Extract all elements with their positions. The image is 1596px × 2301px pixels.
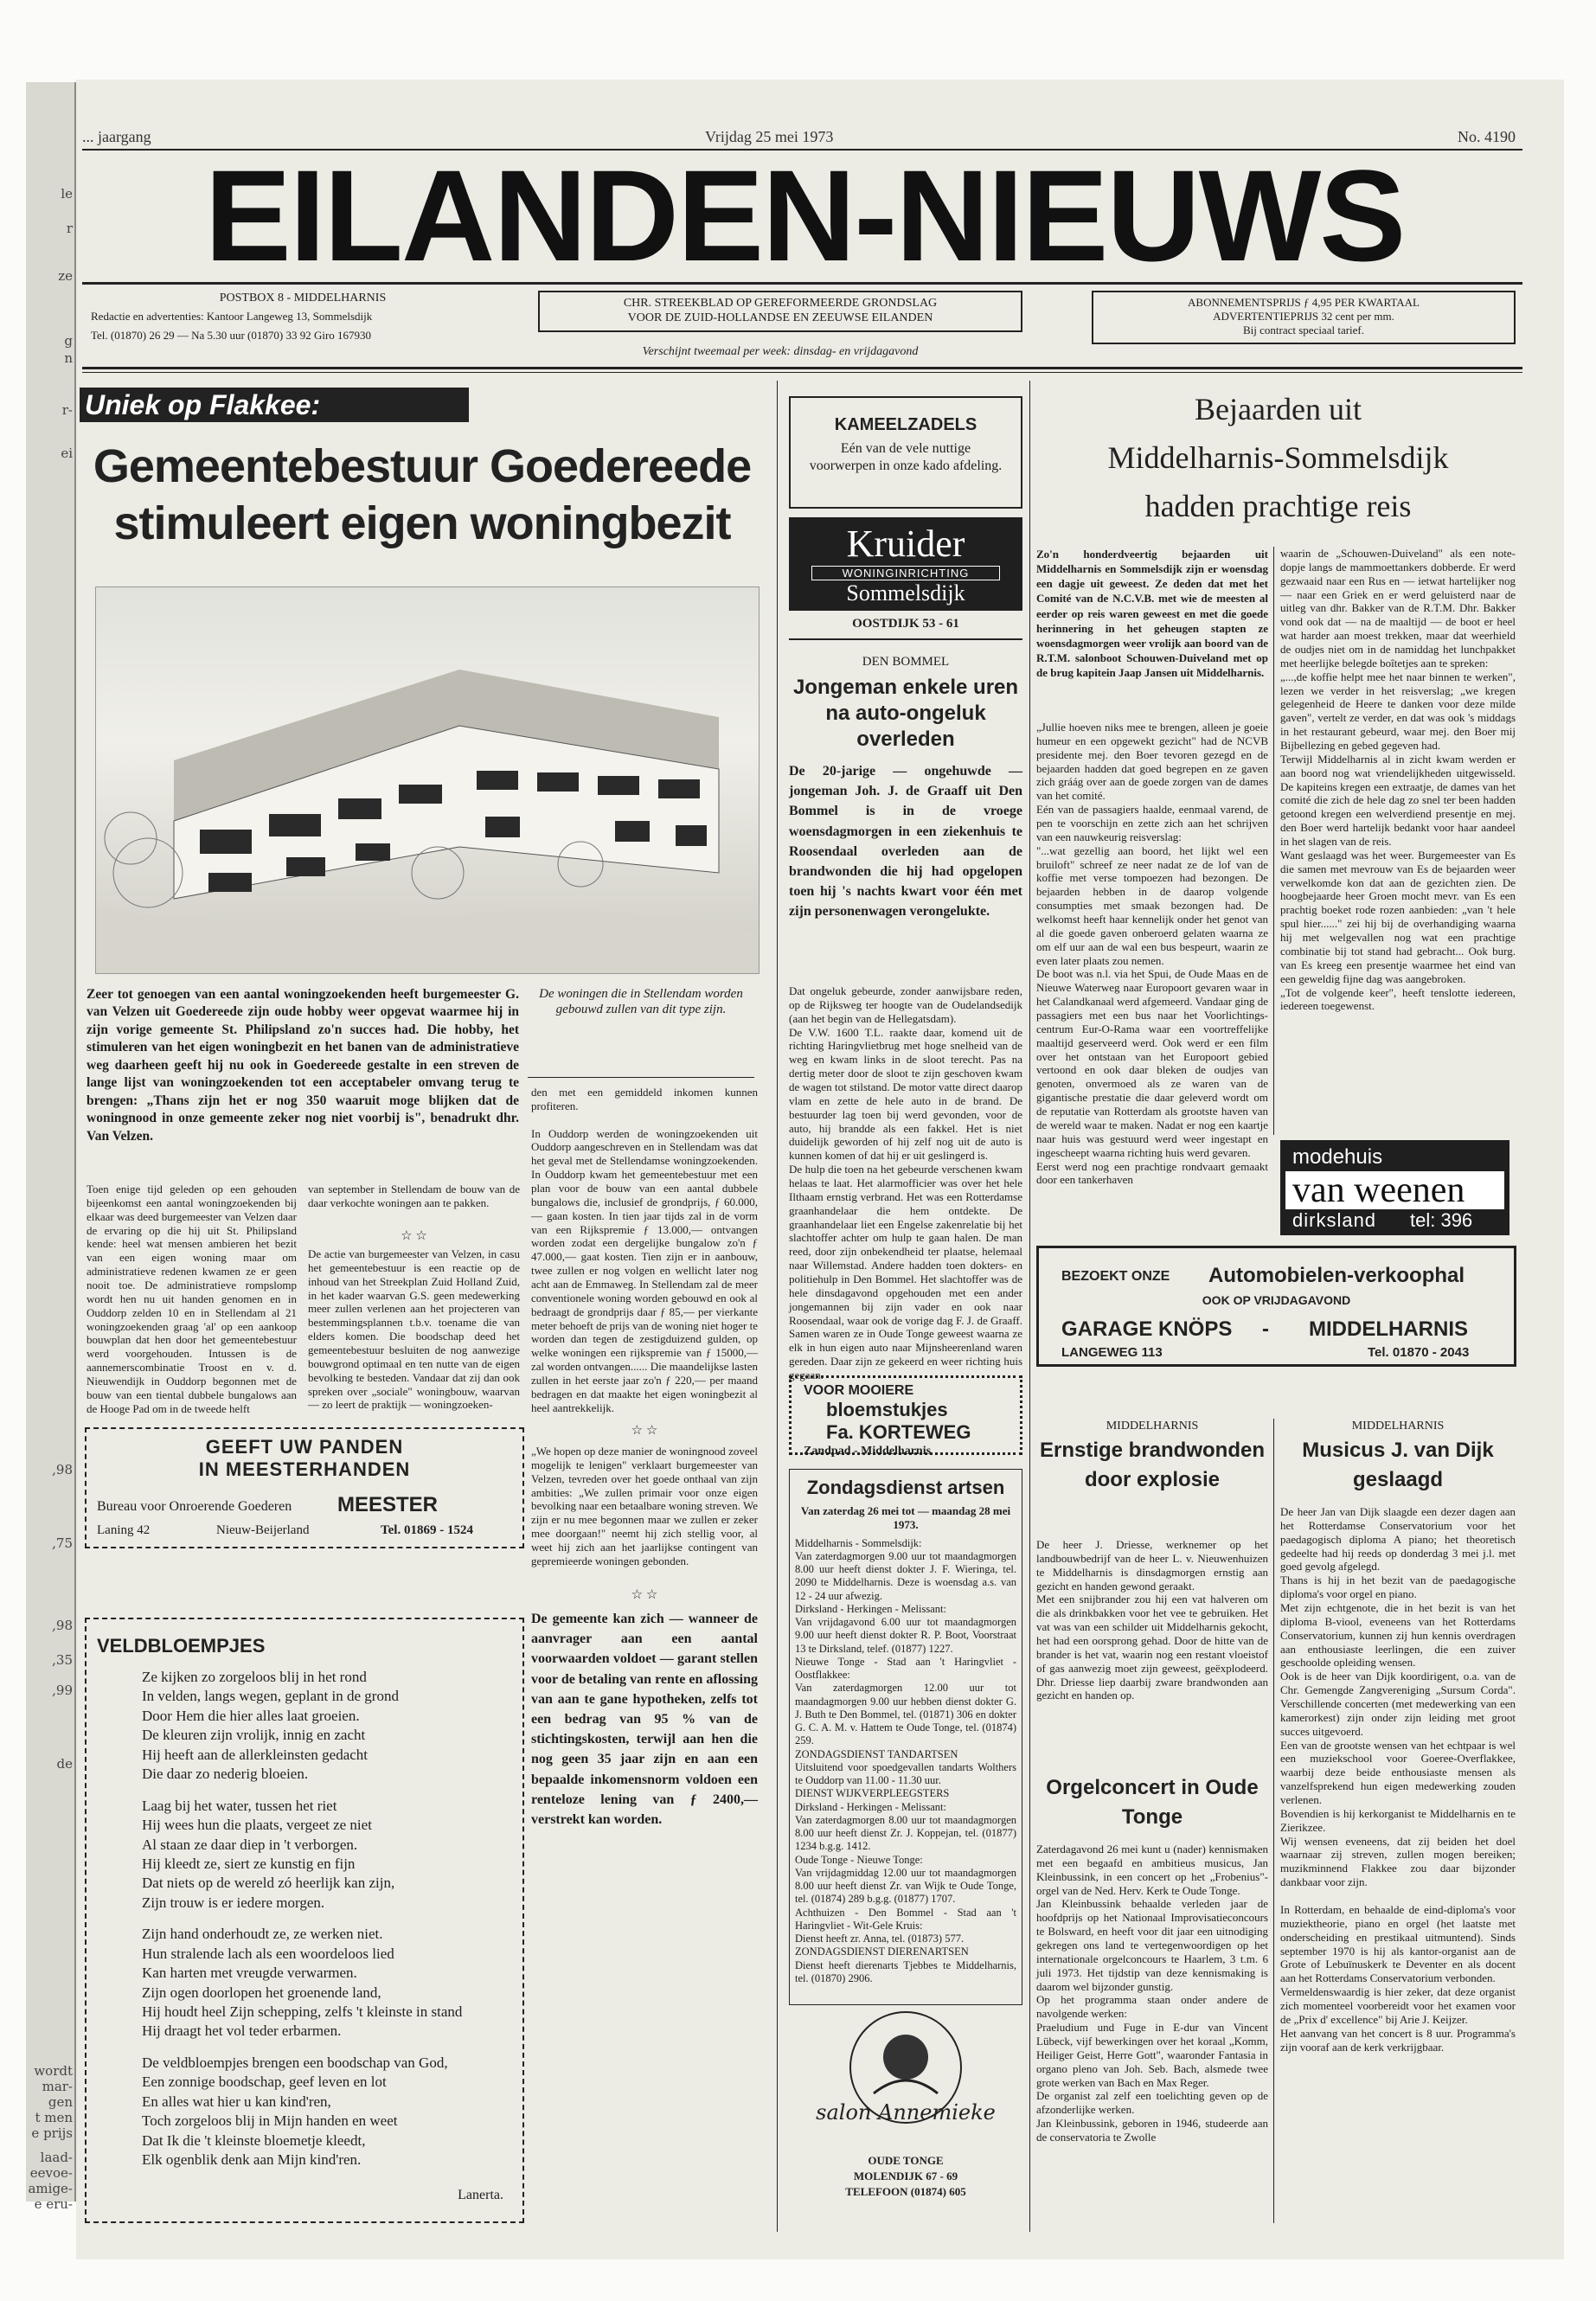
poem-line: Hij heeft aan de allerkleinsten gedacht: [142, 1746, 369, 1763]
rule: [528, 1077, 754, 1078]
contract-note: Bij contract speciaal tarief.: [1242, 323, 1365, 336]
church-title: Zondagsdienst artsen: [806, 1477, 1005, 1498]
edge-fragment: mar-: [42, 2079, 73, 2094]
korteweg-brand: Fa. KORTEWEG: [826, 1421, 971, 1443]
church-box: [789, 1469, 1022, 2005]
rule: [789, 638, 1022, 640]
poem-line: De kleuren zijn vrolijk, innig en zacht: [142, 1727, 366, 1744]
brand-body: De heer J. Driesse, werknemer op het landbouwbedrijf van de heer L. v. Nieuwenhuizen te Middelharnis is dinsdagmorgen ernstig aan gezicht en handen gewond geraakt. Met een snijbrander zou hij een vat halveren om die als drinkbakken voor het vee te gebruiken. Het vat was van een schilder uit Middelharnis gekocht, het had een oorsprong gehad. Door de hitte van de brander is het vat, waarin nog een restant vloeistof of gas aanwezig moet zijn geweest, geëxplodeerd. Dhr. Driesse liep daarbij zware brandwonden aan gezicht en handen op.: [1036, 1538, 1268, 1702]
orgel-headline: Orgelconcert in Oude Tonge: [1046, 1776, 1259, 1829]
annemieke-telephone: TELEFOON (01874) 605: [845, 2185, 966, 2198]
subscription-box: [1092, 291, 1516, 344]
kruider-address: OOSTDIJK 53 - 61: [852, 617, 959, 631]
kruider-subtitle: WONINGINRICHTING: [811, 566, 1000, 580]
meester-line-2: IN MEESTERHANDEN: [198, 1458, 411, 1480]
edge-fragment: wordt: [34, 2063, 73, 2079]
poem-line: Hij houdt heel Zijn schepping, zelfs 't kleinste in stand: [142, 2003, 463, 2020]
bejaarden-headline-1: Bejaarden uit: [1195, 392, 1362, 426]
column-rule: [1273, 1419, 1274, 2223]
edge-fragment: ,98: [52, 1618, 73, 1633]
edge-fragment: ,75: [52, 1535, 73, 1551]
stanza-gap: [142, 1785, 522, 1797]
meester-telephone: Tel. 01869 - 1524: [381, 1523, 473, 1537]
knops-garage: GARAGE KNÖPS: [1061, 1317, 1233, 1341]
korteweg-address: Zandpad - Middelharnis: [804, 1445, 932, 1458]
lead-column-3: den met een gemiddeld inkomen kunnen profiteren. In Ouddorp werden de woningzoekenden uit Ouddorp aangeschreven en in Stellendam was dat het geval met de Stellendamse woningzoekenden. In Ouddorp kwam het gemeentebestuur met een plan voor de bouw van een aantal dubbele bungalows die, inclusief de grondprijs, ƒ 60.000,— gaan kosten. In tien jaar tijds zal in de vorm van een Rijkspremie ƒ 13.000,— ontvangen worden zodat een dergelijke bungalow zo'n ƒ 47.000,— gaat kosten. Tien zijn er in aanbouw, twee zullen er nog volgen en wellicht later nog acht aan de Emmaweg. In Stellendam zal de meer conventionele woning worden gebouwd en ook al bedraagt de grondprijs daar ƒ 85,— per vierkante meter behoeft de prijs van de woning niet hoger te worden dan tegen de zestigduizend gulden, op welke woningen een rijkspremie van ƒ 15000,— zal worden ontvangen...... Die maandelijkse lasten zullen in het eerste jaar zo'n ƒ 220,— per maand bedragen en dat maakte het eigen woningbezit al heel aantrekkelijk.: [531, 1086, 758, 1414]
edge-fragment: le: [61, 186, 73, 202]
weekly-line-2: VOOR DE ZUID-HOLLANDSE EN ZEEUWSE EILANDEN: [627, 311, 933, 325]
poem-line: Zijn trouw is er iedere morgen.: [142, 1894, 325, 1911]
separator-stars: ☆ ☆: [401, 1229, 427, 1243]
bejaarden-body-1: „Jullie hoeven niks mee te brengen, alleen je goeie humeur en een opgewekt gezicht" had de NCVB presidente mej. den Boer tevoren gezegd en de bejaarden hadden dat goed begrepen en ze gaven zich gráág over aan de goede zorgen van de dames van het comité. Eén van de passagiers haalde, eenmaal varend, de pen te voorschijn en zette zich aan het schrijven van een nauwkeurig reisverslag: "...wat gezellig aan boord, het lijkt wel een bruiloft" schreef ze neer nadat ze de lof van de koffie met verse tompoezen had bezongen. De bejaarden hebben in de daarop volgende consumpties met smaak bezongen had. De welkomst heeft haar kennelijk onder het genot van al die goede gaven onberoerd gelaten waarna ze om elf uur aan de wal een bus bespeurt, waarin ze even later plaats zou nemen. De boot was n.l. via het Spui, de Oude Maas en de Nieuwe Waterweg naar Europoort gevaren waar in het Calandkanaal werd afgemeerd. Vandaar ging de passagiers met een bus naar het Voorlichtings-centrum Eur-O-Rama waar een voortreffelijke maaltijd geserveerd werd. Ook werd er een film over het ontstaan van het Europoort gebied vertoond en ook daar bleken de oudjes van genoten, onvermoed als ze waren van de gigantische prestatie die daar geleverd wordt om de reputatie van Rotterdam als grootste haven van de wereld waar te maken. Nadat er nog een kaartje naar huis was gestuurd werd weer ingestapt en ingescheept waarna richting huis werd gevaren. Eerst werd nog een prachtige rondvaart gemaakt door een tankerhaven: [1036, 721, 1268, 1187]
garage-knops-ad: [1036, 1246, 1516, 1367]
edge-fragment: eevoe-: [29, 2165, 73, 2181]
poem-line: Kan harten met vreugde verwarmen.: [142, 1965, 357, 1982]
rule: [82, 149, 1522, 151]
poem-line: Laag bij het water, tussen het riet: [142, 1797, 337, 1814]
knops-town: MIDDELHARNIS: [1309, 1317, 1468, 1341]
column-rule: [777, 381, 778, 2232]
edge-fragment: r-: [61, 402, 73, 418]
subscription-price: ABONNEMENTSPRIJS ƒ 4,95 PER KWARTAAL: [1188, 296, 1420, 309]
kameelzadels-text: Eén van de vele nuttige voorwerpen in onze kado afdeling.: [809, 441, 1003, 473]
edge-fragment: ,99: [52, 1682, 73, 1698]
issue-number: No. 4190: [1458, 128, 1516, 145]
edge-fragment: ze: [58, 268, 73, 284]
poem-line: Zijn hand onderhoudt ze, ze werken niet.: [142, 1926, 383, 1943]
bejaarden-body-2: waarin de „Schouwen-Duiveland" als een note-dopje langs de mammoettankers dobberde. Er werd gezwaaid naar een Rus en — ietwat hartelijker nog — naar een Griek en er werd geluisterd naar de uitleg van dhr. Bakker van de R.T.M. Dhr. Bakker vond ook dat — na de maaltijd — de boot er heel wat harder aan moest trekken, maar dat weerhield de oudjes niet om in de namiddag het lunchpakket met heerlijke belegde boîtetjes aan te spreken: „...,de koffie helpt mee het naar binnen te werken", lezen we verder in het reisverslag; „we kregen gelegenheid de Heere te danken voor deze milde gaven", vertelt ze verder, en dat was ook 's middags in het restaurant gebeurd, waar mej. den Boer mij Bijbellezing en gebed gegeven had. Terwijl Middelharnis al in zicht kwam werden er aan boord nog wat vriendelijkheden uitgewisseld. De kapiteins kregen een extraatje, de dames van het comité die zich de hele dag zo snel ter been hadden getoond kregen een welverdiend presentje en mej. den Boer werd hartelijk bedankt voor haar aandeel in het slagen van de reis. Want geslaagd was het weer. Burgemeester van Es die samen met mevrouw van Es de bejaarden weer verwelkomde kon dat aan de gezichten zien. De hoogbejaarde heer Groen mocht mevr. van Es een prachtig boeket rode rozen aanbieden: „van 't hele spul hier......" zei hij bij de overhandiging waarna hij met welgevallen nog wat een prachtige combinatie bij tot stand had gebracht... Ook burg. van Es kreeg een presentje waarmee het eind van een geweldig fijne dag was aangebroken. „Tot de volgende keer", heeft tenslotte iedereen, iedereen toegewenst.: [1280, 547, 1516, 1013]
lead-headline-1: Gemeentebestuur Goedereede: [93, 440, 752, 492]
column-rule: [1273, 547, 1274, 1135]
edge-fragment: ei: [61, 445, 73, 461]
edge-fragment: g: [64, 333, 73, 349]
separator-stars: ☆ ☆: [631, 1588, 658, 1602]
vandijk-kicker: MIDDELHARNIS: [1351, 1420, 1445, 1433]
kruider-town: Sommelsdijk: [846, 580, 965, 606]
korteweg-line-1: VOOR MOOIERE: [804, 1383, 914, 1398]
stanza-gap: [142, 2041, 522, 2054]
poem-line: In velden, langs wegen, geplant in de grond: [142, 1688, 399, 1705]
poem-line: Dat niets op de wereld zó heerlijk kan zijn,: [142, 1875, 395, 1892]
poem-line: Dat Ik die 't kleinste bloemetje kleedt,: [142, 2131, 366, 2149]
row-houses-illustration: [96, 587, 760, 974]
bommel-headline: Jongeman enkele uren na auto-ongeluk overleden: [792, 676, 1019, 751]
edge-fragment: ,35: [52, 1652, 73, 1668]
church-dates: Van zaterdag 26 mei tot — maandag 28 mei 1973.: [800, 1504, 1011, 1531]
kameelzadels-title: KAMEELZADELS: [834, 415, 977, 434]
poem-line: Die daar zo nederig bloeien.: [142, 1766, 309, 1783]
knops-dash: -: [1262, 1317, 1269, 1341]
postbox: POSTBOX 8 - MIDDELHARNIS: [219, 292, 387, 304]
edge-fragment: r: [66, 221, 73, 236]
poem-author: Lanerta.: [458, 2188, 503, 2203]
brand-headline: Ernstige brandwonden door explosie: [1039, 1439, 1265, 1491]
edge-fragment: e eru-: [34, 2196, 73, 2212]
kicker-bar: [80, 388, 469, 422]
poem-line: Elk ogenblik denk aan Mijn kind'ren.: [142, 2151, 362, 2169]
kameelzadels-ad: [789, 396, 1022, 509]
publication-schedule: Verschijnt tweemaal per week: dinsdag- en vrijdagavond: [642, 345, 919, 358]
poem-line: En alles wat hier u kan kind'ren,: [142, 2093, 331, 2110]
lead-column-3c: De gemeente kan zich — wanneer de aanvrager aan een aantal voorwaarden voldoet — garant stellen voor de betaling van rente en aflossing van aan te gane hypotheken, zelfs tot een bedrag van 95 % van de stichtingskosten, terwijl aan hen die nog geen 35 jaar zijn en aan een bepaalde inkomensnorm voldoen een renteloze lening van ƒ 2400,— verstrekt kan worden.: [531, 1612, 758, 1827]
bejaarden-intro: Zo'n honderdveertig bejaarden uit Middelharnis en Sommelsdijk zijn er woensdag een dagje uit geweest. Ze deden dat met het Comité van de N.C.V.B. met wie de meesten al eerder op reis waren geweest en met die goede herinnering in het geheugen stapten ze woensdagmorgen weer vrolijk aan boord van de R.T.M. salonboot Schouwen-Duiveland met op de brug kapitein Jaap Jansen uit Middelharnis.: [1036, 548, 1268, 680]
bommel-body: Dat ongeluk gebeurde, zonder aanwijsbare reden, op de Rijksweg ter hoogte van de Oudelandsedijk (aan het begin van de Hellegatsdam). De V.W. 1600 T.L. raakte daar, komend uit de richting Haringvlietbrug met hoge snelheid van de weg en kwam links in de sloot terecht. Pas na dertig meter door de sloot te zijn geschoven kwam de wagen tot stilstand. De motor vatte direct daarop vlam en zette de hele auto in de brand. De bestuurder lag toen bij werd gevonden, voor de auto, hij brandde als een fakkel. Het is niet duidelijk geworden of hij zelf nog uit de auto is kunnen komen of dat hij er uit geslingerd is. De hulp die toen na het gebeurde verschenen kwam helaas te laat. Het alarmofficier was over het hele Ilthaam ernstig verbrand. Het was een Rotterdamse graanhandelaar die hem ontdekte. De graanhandelaar liet een Engelse zakenrelatie bij het slachtoffer achter om hulp te gaan halen. De man reed, door zijn onbekendheid ter plaatse, helemaal naar Willemstad. Andere hadden toen dokters- en politiehulp in Den Bommel. Het slachtoffer was de hele dinsdagavond opgehouden met een ander jongemannen bij zijn vader en ook naar Roosendaal, waar ook de vorige dag F. J. de Graaff. Samen waren ze in Oude Tonge geweest waarna ze elk in hun eigen auto naar Mijnsheerenland waren gereden. Daar zijn ze gekeerd en weer richting huis gegaan.: [789, 984, 1022, 1382]
edge-fragment: n: [64, 350, 73, 366]
van-weenen-town: dirksland: [1292, 1209, 1377, 1231]
knops-subtitle: OOK OP VRIJDAGAVOND: [1202, 1293, 1351, 1307]
korteweg-line-2: bloemstukjes: [826, 1399, 948, 1420]
redactie-address: Redactie en advertenties: Kantoor Langeweg 13, Sommelsdijk: [91, 310, 373, 323]
orgel-body: Zaterdagavond 26 mei kunt u (nader) kennismaken met een begaafd en ambitieus musicus, Jan Kleinbussink, in een concert op het „Frobenius"-orgel van de Ned. Herv. Kerk te Oude Tonge. Jan Kleinbussink behaalde verleden jaar de hoofdprijs op het Nationaal Improvisatieconcours te Bolsward, en heeft voor dit jaar een uitnodiging gekregen ons land te vertegenwoordigen op het internationale orgelconcours te Haarlem, 3 t.m. 6 juli 1973. Het tijdstip van deze kennismaking is daarom wel bijzonder gunstig. Op het programma staan onder andere de navolgende werken: Praeludium und Fuge in E-dur van Vincent Lübeck, vijf bewerkingen over het koraal „Komm, Heiliger Geist, Herre Gott", waaronder Fantasia in organo pleno van Joh. Seb. Bach, alsmede twee grote werken van Bach en Max Reger. De organist zal zelf een toelichting geven op de afzonderlijke werken. Jan Kleinbussink, geboren in 1946, studeerde aan de conservatoria te Zwolle: [1036, 1843, 1268, 2144]
annemieke-emblem-icon: [804, 2007, 1007, 2145]
lead-column-1: Toen enige tijd geleden op een gehouden bijeenkomst een aantal woningzoekenden bij elkaar was deed burgemeester van Velzen daar de ervaring op die hij uit St. Philipsland kende: heel wat mensen ambieren het bezit van een eigen woning maar om administratieve redenen kwamen ze er geen nooit toe. De administratieve rompslomp wordt hen nu uit handen genomen en in Ouddorp zelden 10 en in Stellendam al 21 woningzoekenden graag 'al' op een aankoop bouwplan dat hen door het gemeentebestuur werd voorgehouden. Intussen is de aannemerscombinatie Troost en v. d. Nieuwendijk in Ouddorp begonnen met de bouw van een tiental dubbele bungalows aan de Hooge Pad om in de tweede helft: [87, 1183, 297, 1415]
vandijk-headline: Musicus J. van Dijk geslaagd: [1302, 1439, 1494, 1491]
annemieke-wordmark: salon Annemieke: [816, 2100, 996, 2125]
edge-fragment: ,98: [52, 1462, 73, 1477]
vandijk-body: De heer Jan van Dijk slaagde een dezer dagen aan het Rotterdamse Conservatorium voor het paedagogisch diploma A piano; het theoretisch gedeelte had hij reeds op donderdag 3 mei j.l. met goed gevolg afgelegd. Thans is hij in het bezit van de paedagogische diploma's voor orgel en piano. Met zijn echtgenote, die in het bezit is van het diploma B-viool, eveneens van het Rotterdams Conservatorium, kunnen zij hun kennis overdragen aan enthousiaste leerlingen, die een zuiver geschoolde opleiding wensen. Ook is de heer van Dijk koordirigent, o.a. van de Chr. Gemengde Zangvereniging „Sursum Corda". Verschillende concerten (met medewerking van een kamerorkest) zijn onder zijn leiding met groot succes uitgevoerd. Een van de grootste wensen van het echtpaar is wel een muziekschool voor Goeree-Overflakkee, waarbij deze beide enthousiaste mensen als vanzelfsprekend hun eigen medewerking zouden verlenen. Bovendien is hij kerkorganist te Middelharnis en te Zierikzee. Wij wensen eveneens, dat zij beiden het doel waarnaar zij streven, zullen mogen bereiken; muzikminnend Flakkee zou daar bijzonder dankbaar voor zijn. In Rotterdam, en behaalde de eind-diploma's voor muziektheorie, piano en orgel (het laatste met onderscheiding en prestikaal uitmuntend). Sinds september 1970 is hij als kantor-organist aan de Grote of Lebuïnuskerk te Deventer en als docent aan het Rotterdams Conservatorium verbonden. Vermeldenswaardig is hier zeker, dat deze organist zich momenteel voorbereidt voor het examen voor de „Prix d' excellence" bij Arie J. Keijzer. Het aanvang van het concert is 8 uur. Programma's zijn vooraf aan de kerk verkrijgbaar.: [1280, 1505, 1516, 2054]
meester-ad: [85, 1427, 524, 1548]
edge-fragment: de: [56, 1756, 73, 1772]
bommel-intro: De 20-jarige — ongehuwde — jongeman Joh. J. de Graaff uit Den Bommel is in de vroege woensdagmorgen in een ziekenhuis te Roosendaal overleden aan de brandwonden die hij had opgelopen toen hij 's nachts kwart voor één met zijn personenwagen verongelukte.: [789, 764, 1022, 920]
poem-line: Zijn ogen doorlopen het groenende land,: [142, 1984, 381, 2001]
van-weenen-ad: [1280, 1140, 1509, 1235]
annemieke-address: MOLENDIJK 67 - 69: [853, 2170, 958, 2182]
knops-title: Automobielen-verkoophal: [1208, 1264, 1465, 1287]
church-body: Middelharnis - Sommelsdijk: Van zaterdagmorgen 9.00 uur tot maandagmorgen 8.00 uur heeft dienst dokter J. F. Wieringa, tel. 2090 te Middelharnis. Deze is woensdag a.s. van 12 - 24 uur afwezig. Dirksland - Herkingen - Melissant: Van vrijdagavond 6.00 uur tot maandagmorgen 9.00 uur heeft dienst dokter R. P. Boot, Voorstraat 13 te Dirksland, telef. (01877) 1227. Nieuwe Tonge - Stad aan 't Haringvliet - Oostflakkee: Van zaterdagmorgen 12.00 uur tot maandagmorgen 9.00 uur hebben dienst dokter G. J. Buth te Den Bommel, tel. (01871) 306 en dokter G. C. A. M. v. Hattem te Oude Tonge, tel. (01874) 259. ZONDAGSDIENST TANDARTSEN Uitsluitend voor spoedgevallen tandarts Wolthers te Ouddorp van 11.00 - 11.30 uur. DIENST WIJKVERPLEEGSTERS Dirksland - Herkingen - Melissant: Van zaterdagmorgen 8.00 uur tot maandagmorgen 8.00 uur heeft dienst Zr. J. Koppejan, tel. (01877) 1234 b.g.g. 1412. Oude Tonge - Nieuwe Tonge: Van vrijdagmiddag 12.00 uur tot maandagmorgen 8.00 uur heeft dienst Zr. van Wijk te Oude Tonge, tel. (01874) 289 b.g.g. (01877) 1707. Achthuizen - Den Bommel - Stad aan 't Haringvliet - Wit-Gele Kruis: Dienst heeft zr. Anna, tel. (01873) 577. ZONDAGSDIENST DIERENARTSEN Dienst heeft dierenarts Tjebbes te Middelharnis, tel. (01870) 2906.: [795, 1536, 1016, 1984]
knops-telephone: Tel. 01870 - 2043: [1368, 1345, 1470, 1360]
bommel-kicker: DEN BOMMEL: [862, 655, 950, 669]
poem-line: Een zonnige boodschap, geef leven en lot: [142, 2073, 387, 2091]
annemieke-logo: [804, 2007, 1007, 2145]
lead-column-2a: van september in Stellendam de bouw van de daar verkochte woningen aan te pakken.: [308, 1183, 520, 1209]
lead-column-2b: De actie van burgemeester van Velzen, in casu het gemeentebestuur is een reactie op de inhoud van het Streekplan Zuid Holland Zuid, in het kader waarvan G.S. geen medewerking meer zullen verlenen aan het projecteren van bestemmingsplannen t.b.v. toename die van elders komen. Die boodschap deed het gemeentebestuur besluiten de nog aanwezige bouwgrond optimaal en ten nutte van de eigen bevolking te besteden. Vandaar dat zij dan ook spreken over „sociale" woningbouw, waarvan — zo leert de praktijk — woningzoeken-: [308, 1247, 520, 1412]
poem-line: Hij wees hun die plaats, vergeet ze niet: [142, 1817, 372, 1834]
meester-brand: MEESTER: [337, 1493, 439, 1516]
lead-kicker: Uniek op Flakkee:: [85, 389, 321, 420]
bejaarden-headline-2: Middelharnis-Sommelsdijk: [1107, 440, 1449, 475]
van-weenen-top: modehuis: [1292, 1145, 1383, 1169]
telephone-line: Tel. (01870) 26 29 — Na 5.30 uur (01870) 33 92 Giro 167930: [91, 329, 372, 342]
weekly-line-1: CHR. STREEKBLAD OP GEREFORMEERDE GRONDSLAG: [623, 297, 938, 310]
poem-line: Door Hem die hier alles laat groeien.: [142, 1707, 360, 1724]
lead-intro: Zeer tot genoegen van een aantal woningzoekenden heeft burgemeester G. van Velzen uit Goedereede zijn oude hobby weer opgevat waarmee hij in zijn vorige gemeente St. Philipsland zo'n succes had. Die hobby, het stimuleren van het eigen woningbezit en het banen van de administratieve weg daarheen geeft hij nu ook in Goedereede gestalte in een streven de lange lijst van woningzoekenden tot een acceptabeler omvang terug te brengen: „Thans zijn het er nog 350 waaruit moge blijken dat de woningnood in onze gemeente zeker nog niet voorbij is", benadrukt dhr. Van Velzen.: [87, 987, 519, 1144]
stanza-gap: [142, 1913, 522, 1925]
previous-page-edge: [26, 82, 76, 2212]
poem-lines: [142, 1668, 522, 2170]
meester-subtitle: Bureau voor Onroerende Goederen: [97, 1499, 292, 1514]
edge-fragment: gen: [48, 2094, 73, 2110]
poem-line: Ze kijken zo zorgeloos blij in het rond: [142, 1669, 367, 1685]
meester-line-1: GEEFT UW PANDEN: [205, 1436, 404, 1458]
knops-visit: BEZOEKT ONZE: [1061, 1269, 1170, 1284]
rule: [82, 282, 1522, 285]
lead-headline-2: stimuleert eigen woningbezit: [113, 497, 731, 549]
van-weenen-telephone: tel: 396: [1410, 1209, 1473, 1231]
edge-fragment: amige-: [28, 2181, 73, 2196]
column-rule: [1029, 381, 1030, 2232]
knops-address: LANGEWEG 113: [1061, 1345, 1163, 1360]
issue-date: Vrijdag 25 mei 1973: [705, 128, 834, 145]
newspaper-title: EILANDEN-NIEUWS: [204, 154, 1405, 277]
poem-line: Hij draagt het vol teder erbarmen.: [142, 2022, 342, 2040]
rule: [82, 372, 1522, 373]
korteweg-ad: [789, 1375, 1022, 1458]
poem-line: Toch zorgeloos blij in Mijn handen en weet: [142, 2112, 398, 2130]
poem-line: Hij kleedt ze, siert ze kunstig en fijn: [142, 1855, 356, 1872]
annemieke-town: OUDE TONGE: [868, 2154, 944, 2167]
poem-line: De veldbloempjes brengen een boodschap van God,: [142, 2054, 448, 2071]
annemieke-logo-area: [789, 1756, 1022, 1912]
edge-fragment: e prijs: [31, 2125, 73, 2141]
kruider-brand: Kruider: [846, 522, 965, 565]
poem-line: Hun stralende lach als een woordeloos lied: [142, 1945, 394, 1962]
photo-caption: De woningen die in Stellendam worden gebouwd zullen van dit type zijn.: [539, 987, 743, 1017]
rule: [82, 367, 1522, 369]
separator-stars: ☆ ☆: [631, 1424, 658, 1438]
bejaarden-headline-3: hadden prachtige reis: [1144, 489, 1412, 523]
weekly-box: [538, 291, 1022, 332]
housing-photo: [95, 586, 760, 974]
lead-column-3b: „We hopen op deze manier de woningnood zoveel mogelijk te lenigen" verklaart burgemeester van Velzen, tevreden over het goede onthaal van zijn ambities: „We zullen primair voor onze eigen bevolking naar een betaalbare woning streven. We zijn er nu mee begonnen maar we zullen er zeker mee doorgaan!" neemt hij zich stellig voor, al weet hij zich aan het jaarlijkse contingent van gepremieerde woningen gebonden.: [531, 1445, 758, 1567]
advertising-price: ADVERTENTIEPRIJS 32 cent per mm.: [1213, 309, 1394, 323]
poem-box: [85, 1618, 524, 2223]
edge-fragment: t men: [35, 2110, 73, 2125]
van-weenen-brand: van weenen: [1285, 1171, 1504, 1209]
edge-fragment: laad-: [40, 2150, 73, 2165]
poem-title: VELDBLOEMPJES: [97, 1635, 266, 1657]
volume-label: ... jaargang: [82, 128, 151, 145]
meester-town: Nieuw-Beijerland: [216, 1523, 310, 1537]
brand-kicker: MIDDELHARNIS: [1106, 1420, 1199, 1433]
meester-address: Laning 42: [97, 1523, 151, 1537]
poem-line: Al staan ze daar diep in 't verborgen.: [142, 1836, 358, 1853]
kruider-logo: [789, 517, 1022, 611]
